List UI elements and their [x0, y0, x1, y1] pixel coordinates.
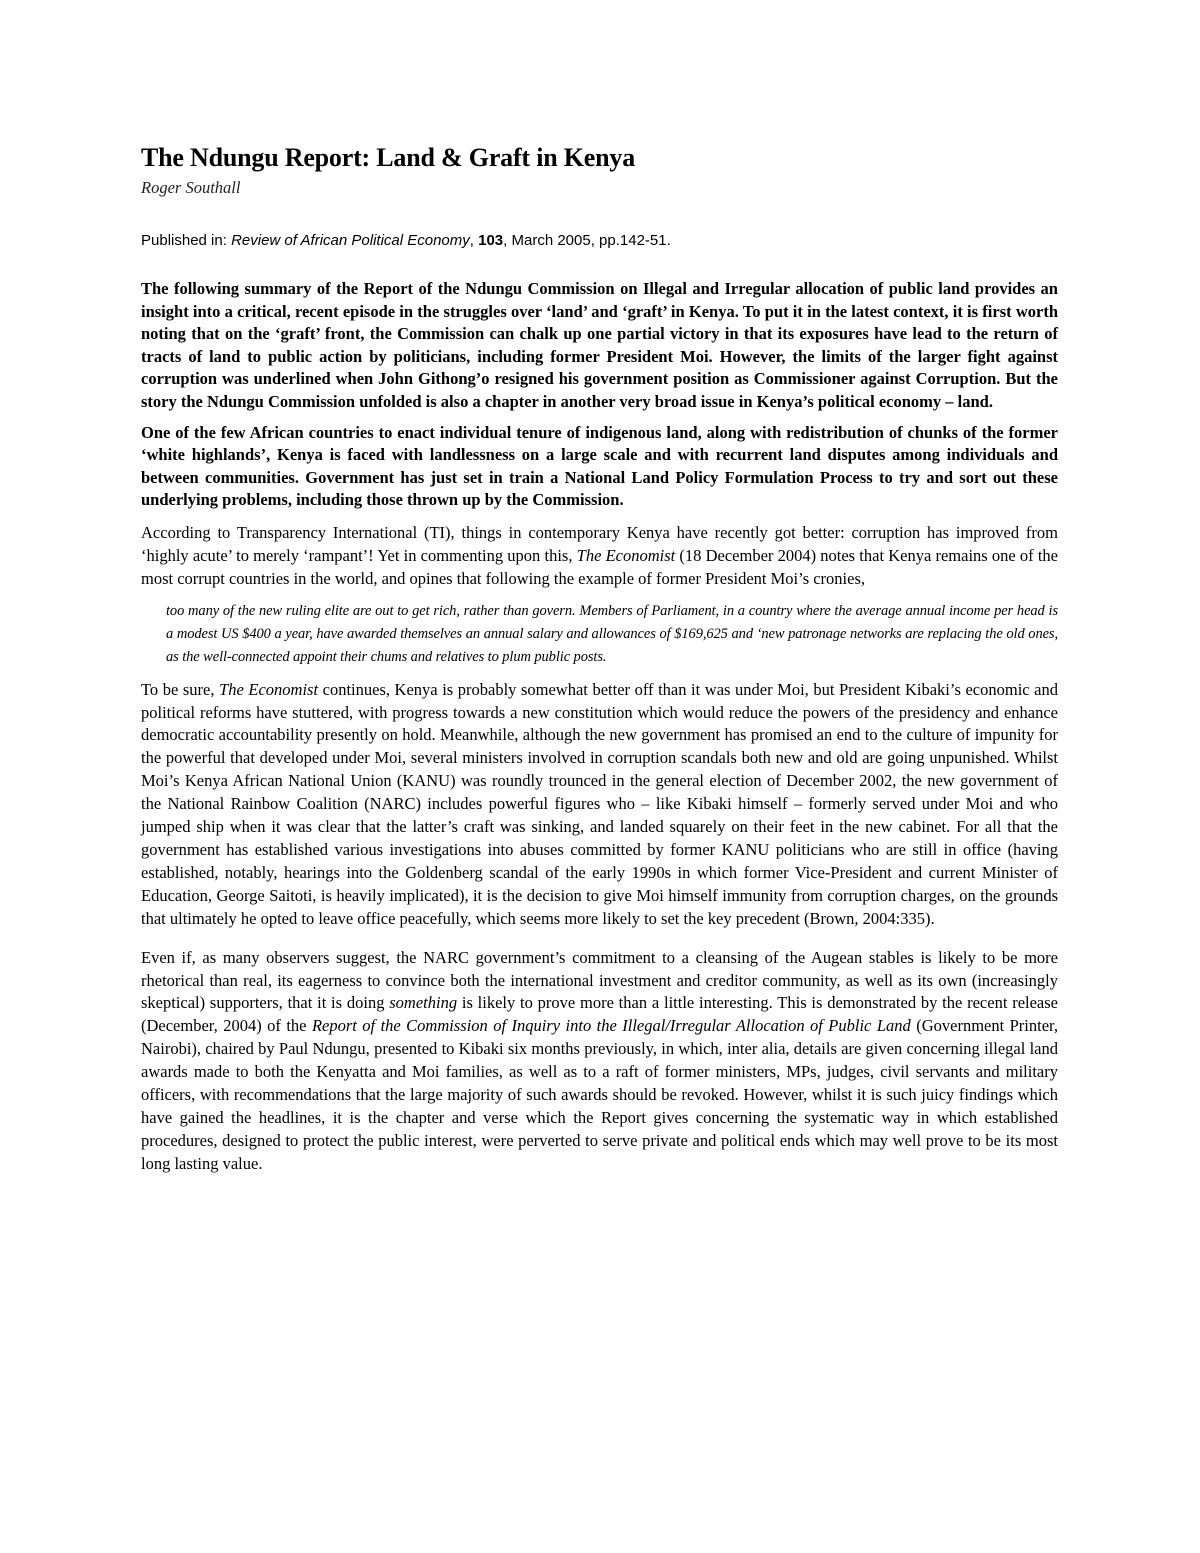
block-quote: too many of the new ruling elite are out to get rich, rather than govern. Members of Parliament, in a country where the average annual income per head is a modest US $400 a year, have awarded themselves an annual salary and allowances of $169,625 and ‘new patronage networks are replacing the old ones, as the well-connected appoint their chums and relatives to plum public posts. — [166, 602, 1058, 665]
journal-volume: 103 — [478, 232, 504, 249]
report-title-reference: Report of the Commission of Inquiry into the Illegal/Irregular Allocation of Public Land — [311, 1016, 911, 1036]
publication-suffix: , March 2005, pp.142-51. — [503, 232, 671, 249]
body-paragraph-2: To be sure, The Economist continues, Kenya is probably somewhat better off than it was under Moi, but President Kibaki’s economic and political reforms have stuttered, with progress towards a new constitution which would reduce the powers of the presidency and enhance democratic accountability presently on hold. Meanwhile, although the new government has promised an end to the culture of impunity for the powerful that developed under Moi, several ministers involved in corruption scandals both new and old are going unpunished. Whilst Moi’s Kenya African National Union (KANU) was roundly trounced in the general election of December 2002, the new government of the National Rainbow Coalition (NARC) includes powerful figures who – like Kibaki himself – formerly served under Moi and who jumped ship when it was clear that the latter’s craft was sinking, and landed squarely on their feet in the new cabinet. For all that the government has established various investigations into abuses committed by former KANU politicians who are still in office (having established, notably, hearings into the Goldenberg scandal of the early 1990s in which former Vice-President and current Minister of Education, George Saitoti, is heavily implicated), it is the decision to give Moi himself immunity from corruption charges, on the grounds that ultimately he opted to leave office peacefully, which seems more likely to set the key precedent (Brown, 2004:335). — [141, 679, 1058, 928]
author-name: Roger Southall — [141, 178, 241, 197]
journal-name: Review of African Political Economy — [231, 232, 470, 249]
document-page — [141, 140, 1058, 1176]
document-title: The Ndungu Report: Land & Graft in Kenya — [141, 143, 635, 172]
abstract-paragraph-2: One of the few African countries to enact individual tenure of indigenous land, along with redistribution of chunks of the former ‘white highlands’, Kenya is faced with landlessness on a large scale and with recurrent land disputes among individuals and between communities. Government has just set in train a National Land Policy Formulation Process to try and sort out these underlying problems, including those thrown up by the Commission. — [141, 422, 1058, 510]
emphasis-text: something — [389, 993, 458, 1013]
body-paragraph-1: According to Transparency International (TI), things in contemporary Kenya have recently got better: corruption has improved from ‘highly acute’ to merely ‘rampant’! Yet in commenting upon this, The Economist (18 December 2004) notes that Kenya remains one of the most corrupt countries in the world, and opines that following the example of former President Moi’s cronies, — [141, 522, 1058, 588]
body-paragraph-3: Even if, as many observers suggest, the NARC government’s commitment to a cleansing of the Augean stables is likely to be more rhetorical than real, its eagerness to convince both the international investment and creditor community, as well as its own (increasingly skeptical) supporters, that it is doing something is likely to prove more than a little interesting. This is demonstrated by the recent release (December, 2004) of the Report of the Commission of Inquiry into the Illegal/Irregular Allocation of Public Land (Government Printer, Nairobi), chaired by Paul Ndungu, presented to Kibaki six months previously, in which, inter alia, details are given concerning illegal land awards made to both the Kenyatta and Moi families, as well as to a raft of former ministers, MPs, judges, civil servants and military officers, with recommendations that the large majority of such awards should be revoked. However, whilst it is such juicy findings which have gained the headlines, it is the chapter and verse which the Report gives concerning the systematic way in which established procedures, designed to protect the public interest, were perverted to serve private and political ends which may well prove to be its most long lasting value. — [141, 947, 1059, 1173]
publication-reference: The Economist — [576, 545, 676, 565]
publication-info: Published in: Review of African Political Economy, 103, March 2005, pp.142-51. — [141, 232, 671, 249]
publication-prefix: Published in: — [141, 232, 232, 249]
publication-reference: The Economist — [219, 679, 319, 699]
abstract-paragraph-1: The following summary of the Report of the Ndungu Commission on Illegal and Irregular allocation of public land provides an insight into a critical, recent episode in the struggles over ‘land’ and ‘graft’ in Kenya. To put it in the latest context, it is first worth noting that on the ‘graft’ front, the Commission can chalk up one partial victory in that its exposures have lead to the return of tracts of land to public action by politicians, including former President Moi. However, the limits of the larger fight against corruption was underlined when John Githong’o resigned his government position as Commissioner against Corruption. But the story the Ndungu Commission unfolded is also a chapter in another very broad issue in Kenya’s political economy – land. — [141, 279, 1058, 411]
